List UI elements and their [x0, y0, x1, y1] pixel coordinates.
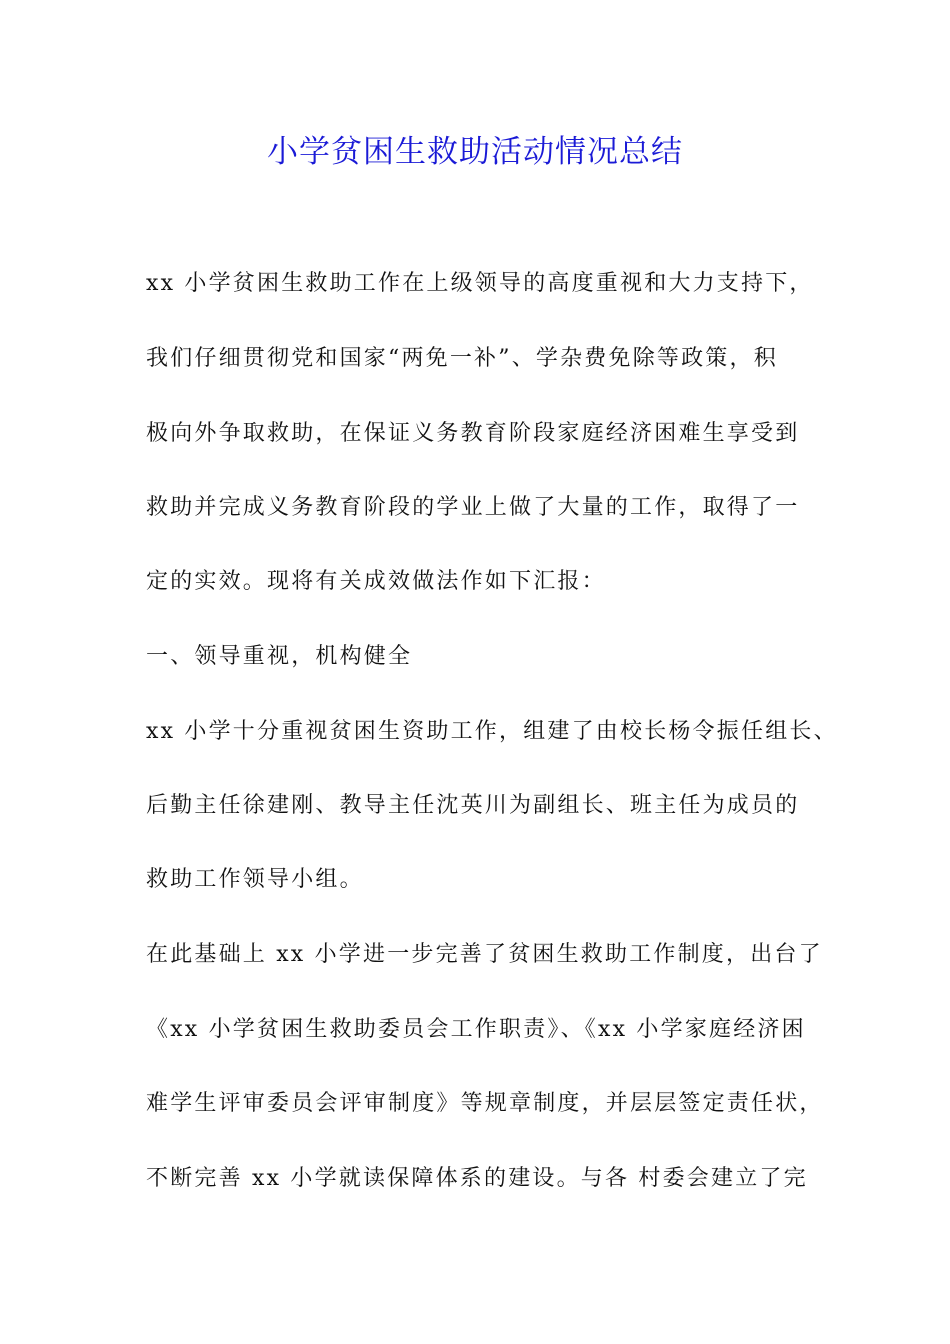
- paragraph-line-3: 极向外争取救助，在保证义务教育阶段家庭经济困难生享受到: [146, 421, 800, 446]
- paragraph-line-1: xx 小学贫困生救助工作在上级领导的高度重视和大力支持下，: [146, 271, 814, 296]
- paragraph-line-2: 我们仔细贯彻党和国家“两免一补”、学杂费免除等政策，积: [146, 346, 778, 371]
- paragraph-line-7: 后勤主任徐建刚、教导主任沈英川为副组长、班主任为成员的: [146, 793, 800, 818]
- paragraph-line-5: 定的实效。现将有关成效做法作如下汇报：: [146, 569, 606, 594]
- paragraph-line-12: 不断完善 xx 小学就读保障体系的建设。与各 村委会建立了完: [146, 1166, 808, 1191]
- paragraph-line-9: 在此基础上 xx 小学进一步完善了贫困生救助工作制度，出台了: [146, 942, 823, 967]
- paragraph-line-4: 救助并完成义务教育阶段的学业上做了大量的工作，取得了一: [146, 495, 800, 520]
- paragraph-line-10: 《xx 小学贫困生救助委员会工作职责》、《xx 小学家庭经济困: [146, 1017, 806, 1042]
- document-title: 小学贫困生救助活动情况总结: [267, 134, 683, 170]
- paragraph-line-6: xx 小学十分重视贫困生资助工作，组建了由校长杨令振任组长、: [146, 719, 838, 744]
- paragraph-line-8: 救助工作领导小组。: [146, 867, 364, 892]
- paragraph-line-11: 难学生评审委员会评审制度》等规章制度，并层层签定责任状，: [146, 1091, 824, 1116]
- section-heading: 一、领导重视，机构健全: [146, 644, 413, 669]
